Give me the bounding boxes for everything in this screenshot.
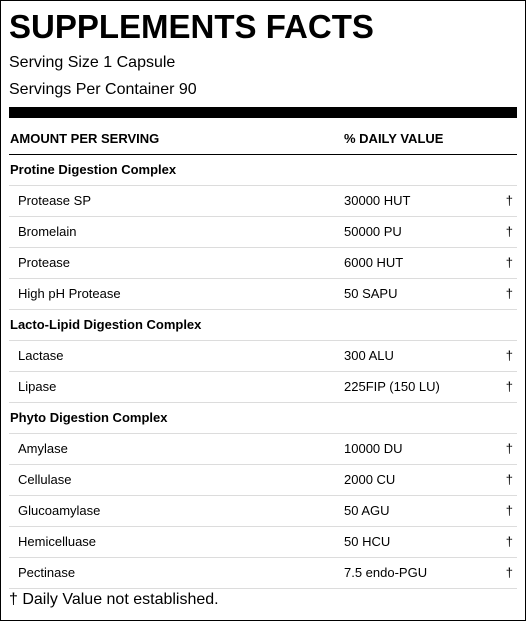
group-heading-row: [9, 155, 517, 186]
table-row: [9, 372, 517, 403]
ingredient-amount: 30000 HUT: [344, 193, 411, 208]
ingredient-name: Protease SP: [18, 193, 91, 208]
dagger-mark: †: [505, 224, 513, 239]
group-name: Phyto Digestion Complex: [10, 410, 168, 425]
table-row: [9, 558, 517, 589]
panel-title: SUPPLEMENTS FACTS: [9, 8, 374, 45]
ingredient-name: Bromelain: [18, 224, 77, 239]
ingredient-amount: 225FIP (150 LU): [344, 379, 440, 394]
ingredient-name: Pectinase: [18, 565, 76, 580]
table-row: [9, 217, 517, 248]
ingredient-name: High pH Protease: [18, 286, 121, 301]
ingredient-amount: 50000 PU: [344, 224, 402, 239]
table-row: [9, 186, 517, 217]
dagger-mark: †: [505, 503, 513, 518]
ingredient-name: Cellulase: [18, 472, 72, 487]
servings-per-container: Servings Per Container 90: [9, 81, 197, 98]
dagger-mark: †: [505, 255, 513, 270]
thick-divider: [9, 107, 517, 118]
ingredient-amount: 7.5 endo-PGU: [344, 565, 428, 580]
dagger-mark: †: [505, 379, 513, 394]
table-row: [9, 527, 517, 558]
dagger-mark: †: [505, 472, 513, 487]
group-heading-row: [9, 403, 517, 434]
table-row: [9, 434, 517, 465]
ingredient-amount: 300 ALU: [344, 348, 394, 363]
dagger-mark: †: [505, 286, 513, 301]
group-heading-row: [9, 310, 517, 341]
ingredient-amount: 50 AGU: [344, 503, 390, 518]
group-name: Protine Digestion Complex: [10, 162, 177, 177]
table-row: [9, 496, 517, 527]
dagger-mark: †: [505, 565, 513, 580]
ingredient-name: Hemicelluase: [18, 534, 97, 549]
dagger-mark: †: [505, 348, 513, 363]
table-row: [9, 465, 517, 496]
dagger-mark: †: [505, 193, 513, 208]
ingredient-name: Lipase: [18, 379, 57, 394]
footnote: † Daily Value not established.: [9, 591, 219, 608]
ingredient-name: Lactase: [18, 348, 64, 363]
nutrient-table: [9, 155, 517, 589]
ingredient-amount: 2000 CU: [344, 472, 396, 487]
ingredient-name: Glucoamylase: [18, 503, 101, 518]
table-row: [9, 341, 517, 372]
dagger-mark: †: [505, 534, 513, 549]
ingredient-amount: 50 HCU: [344, 534, 391, 549]
dagger-mark: †: [505, 441, 513, 456]
ingredient-name: Protease: [18, 255, 71, 270]
table-row: [9, 248, 517, 279]
amount-per-serving-header: AMOUNT PER SERVING: [10, 131, 160, 146]
table-row: [9, 279, 517, 310]
ingredient-amount: 10000 DU: [344, 441, 403, 456]
ingredient-amount: 50 SAPU: [344, 286, 398, 301]
ingredient-amount: 6000 HUT: [344, 255, 404, 270]
daily-value-header: % DAILY VALUE: [344, 131, 444, 146]
ingredient-name: Amylase: [18, 441, 68, 456]
group-name: Lacto-Lipid Digestion Complex: [10, 317, 202, 332]
table-header: [9, 128, 517, 155]
serving-size: Serving Size 1 Capsule: [9, 54, 176, 71]
